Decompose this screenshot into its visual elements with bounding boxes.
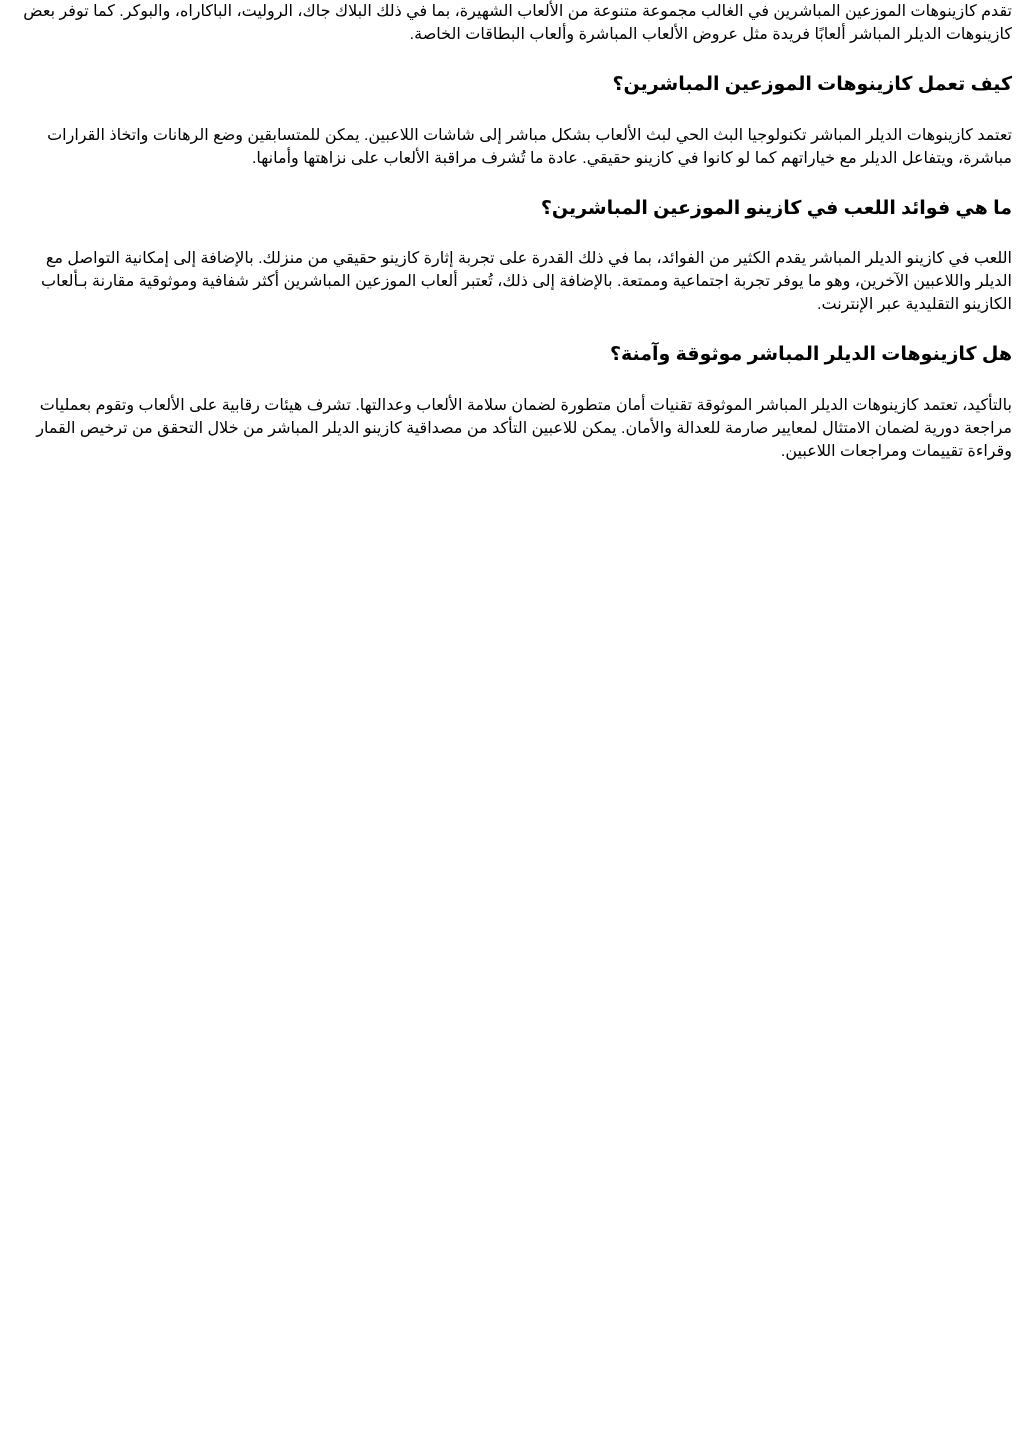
paragraph-how-it-works: تعتمد كازينوهات الديلر المباشر تكنولوجيا البث الحي لبث الألعاب بشكل مباشر إلى شاشات اللاعبين. يمكن للمتسابقين وضع الرهانات واتخاذ القرارات مباشرة، ويتفاعل الديلر مع خياراتهم كما لو كانوا في كازينو حقيقي. عادة ما تُشرف مراقبة الألعاب على نزاهتها وأمانها. xyxy=(47,127,1012,167)
heading-safety: هل كازينوهات الديلر المباشر موثوقة وآمنة؟ xyxy=(609,344,1012,365)
intro-paragraph: تقدم كازينوهات الموزعين المباشرين في الغالب مجموعة متنوعة من الألعاب الشهيرة، بما في ذلك البلاك جاك، الروليت، الباكاراه، والبوكر. كما توفر بعض كازينوهات الديلر المباشر ألعابًا فريدة مثل عروض الألعاب المباشرة وألعاب البطاقات الخاصة. xyxy=(23,3,1012,43)
article-body xyxy=(10,0,1012,463)
paragraph-benefits: اللعب في كازينو الديلر المباشر يقدم الكثير من الفوائد، بما في ذلك القدرة على تجربة إثارة كازينو حقيقي من منزلك. بالإضافة إلى إمكانية التواصل مع الديلر واللاعبين الآخرين، وهو ما يوفر تجربة اجتماعية وممتعة. بالإضافة إلى ذلك، تُعتبر ألعاب الموزعين المباشرين أكثر شفافية وموثوقية مقارنة بـألعاب الكازينو التقليدية عبر الإنترنت. xyxy=(41,250,1012,313)
heading-how-it-works: كيف تعمل كازينوهات الموزعين المباشرين؟ xyxy=(612,74,1012,95)
paragraph-safety: بالتأكيد، تعتمد كازينوهات الديلر المباشر الموثوقة تقنيات أمان متطورة لضمان سلامة الألعاب وعدالتها. تشرف هيئات رقابية على الألعاب وتقوم بعمليات مراجعة دورية لضمان الامتثال لمعايير صارمة للعدالة والأمان. يمكن للاعبين التأكد من مصداقية كازينو الديلر المباشر من خلال التحقق من ترخيص القمار وقراءة تقييمات ومراجعات اللاعبين. xyxy=(36,397,1012,460)
heading-benefits: ما هي فوائد اللعب في كازينو الموزعين المباشرين؟ xyxy=(540,198,1012,219)
